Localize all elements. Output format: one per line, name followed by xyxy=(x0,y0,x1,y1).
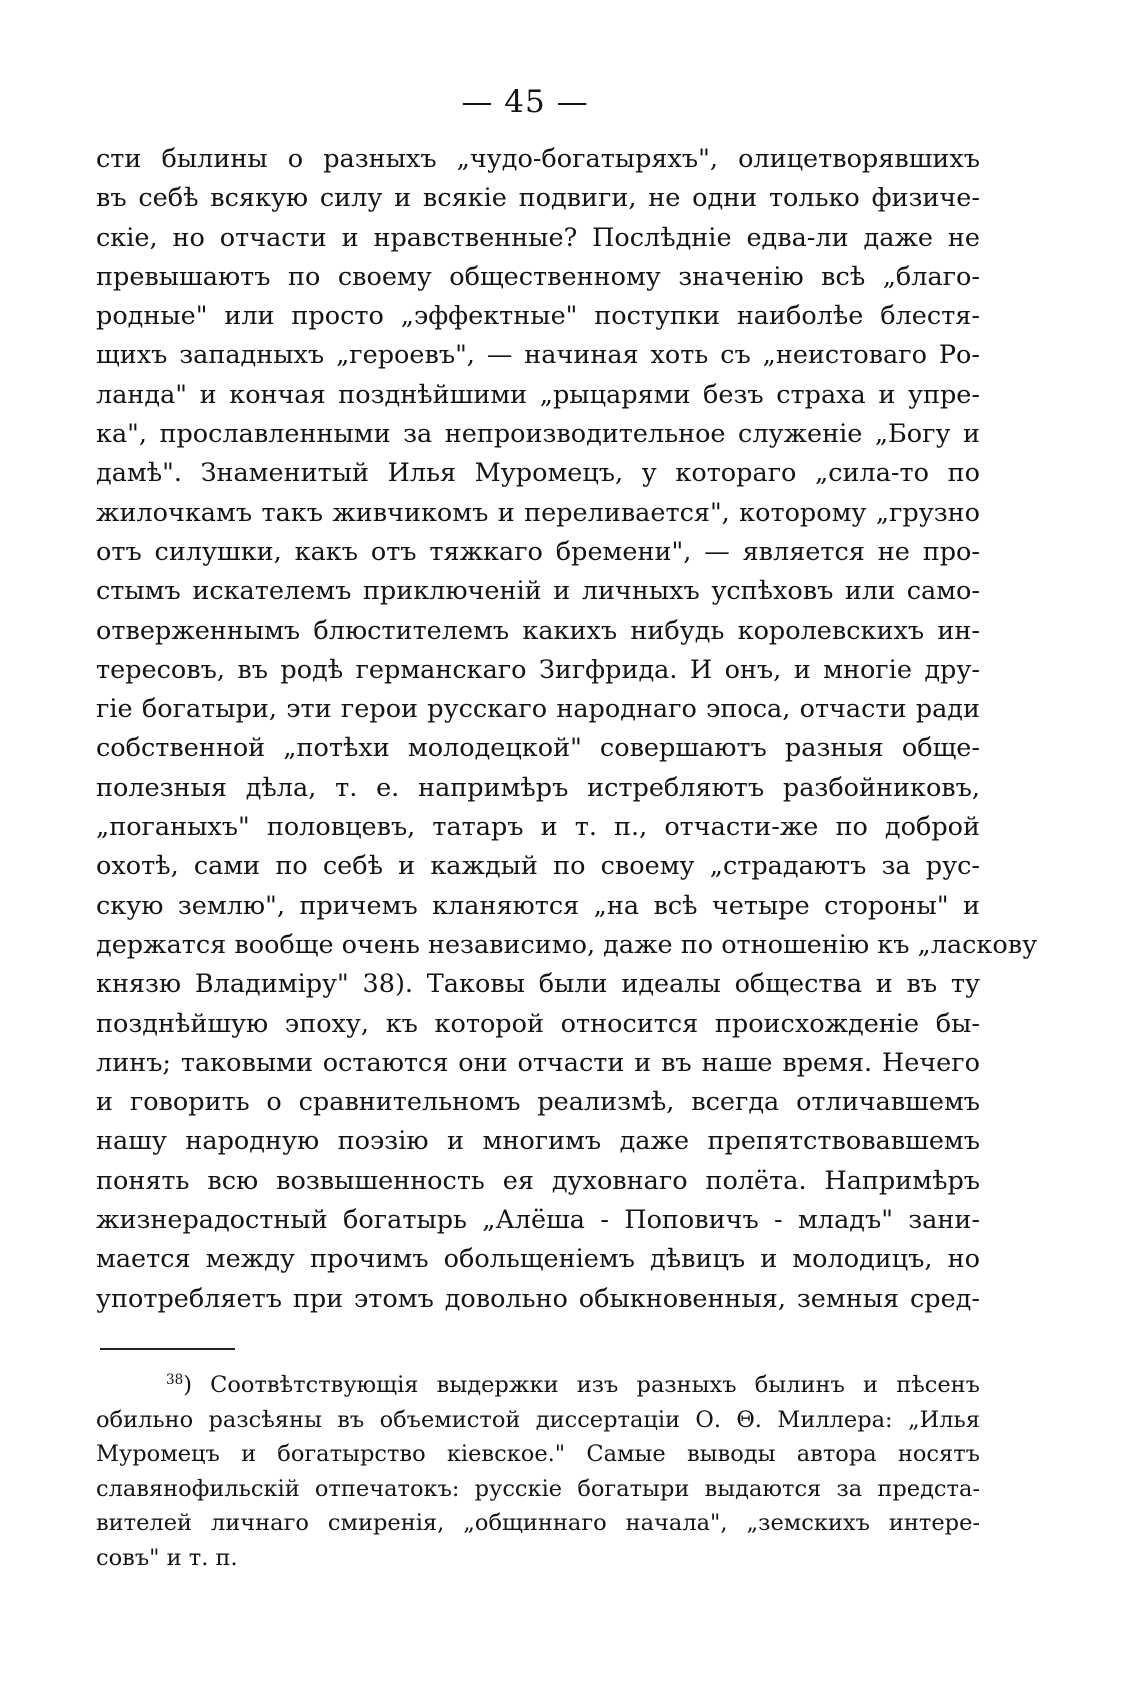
footnote-line: вителей личнаго смиренія, „общиннаго начала", „земскихъ интере- xyxy=(96,1510,980,1537)
text-line: скіе, но отчасти и нравственные? Послѣдніе едва-ли даже не xyxy=(96,222,980,253)
text-line: превышаютъ по своему общественному значенію всѣ „благо- xyxy=(96,261,980,292)
text-line: нашу народную поэзію и многимъ даже препятствовавшемъ xyxy=(96,1126,980,1157)
text-line: охотѣ, сами по себѣ и каждый по своему „страдаютъ за рус- xyxy=(96,851,980,882)
footnote-line: совъ" и т. п. xyxy=(96,1544,238,1571)
text-line: употребляетъ при этомъ довольно обыкновенныя, земныя сред- xyxy=(96,1283,980,1314)
footnote xyxy=(96,1368,980,1576)
footnote-line: обильно разсѣяны въ объемистой диссертаціи О. Θ. Миллера: „Илья xyxy=(96,1406,980,1433)
footnote-line xyxy=(96,1368,980,1403)
page-number: — 45 — xyxy=(461,84,589,120)
footnote-line: Муромецъ и богатырство кіевское." Самые выводы автора носятъ xyxy=(96,1441,980,1468)
text-line: отъ силушки, какъ отъ тяжкаго бремени", — является не про- xyxy=(96,536,980,567)
text-line: щихъ западныхъ „героевъ", — начиная хоть съ „неистоваго Ро- xyxy=(96,340,980,371)
footnote-divider xyxy=(100,1348,235,1350)
text-line: полезныя дѣла, т. е. напримѣръ истребляютъ разбойниковъ, xyxy=(96,772,980,803)
text-line: дамѣ". Знаменитый Илья Муромецъ, у котораго „сила-то по xyxy=(96,458,980,489)
text-line: скую землю", причемъ кланяются „на всѣ четыре стороны" и xyxy=(96,890,980,921)
main-text xyxy=(96,140,1038,1319)
text-line: собственной „потѣхи молодецкой" совершаютъ разныя обще- xyxy=(96,733,980,764)
text-line: тересовъ, въ родѣ германскаго Зигфрида. И онъ, и многіе дру- xyxy=(96,654,980,685)
text-line: жизнерадостный богатырь „Алёша - Поповичъ - младъ" зани- xyxy=(96,1205,980,1236)
text-line: сти былины о разныхъ „чудо-богатыряхъ", олицетворявшихъ xyxy=(96,144,980,174)
text-line: въ себѣ всякую силу и всякіе подвиги, не одни только физиче- xyxy=(96,183,980,214)
text-line: понять всю возвышенность ея духовнаго полёта. Напримѣръ xyxy=(96,1165,980,1196)
text-line: ка", прославленными за непроизводительное служеніе „Богу и xyxy=(96,419,980,450)
text-line: ланда" и кончая позднѣйшими „рыцарями безъ страха и упре- xyxy=(96,379,980,410)
text-line: князю Владиміру" 38). Таковы были идеалы общества и въ ту xyxy=(96,969,980,1000)
footnote-marker: 38 xyxy=(166,1371,184,1388)
text-line: родные" или просто „эффектные" поступки наиболѣе блестя- xyxy=(96,301,980,332)
text-line: гіе богатыри, эти герои русскаго народнаго эпоса, отчасти ради xyxy=(96,694,980,725)
text-line: линъ; таковыми остаются они отчасти и въ наше время. Нечего xyxy=(96,1047,980,1078)
text-line: „поганыхъ" половцевъ, татаръ и т. п., отчасти-же по доброй xyxy=(96,812,980,843)
text-line: жилочкамъ такъ живчикомъ и переливается", которому „грузно xyxy=(96,497,980,528)
text-line: мается между прочимъ обольщеніемъ дѣвицъ и молодицъ, но xyxy=(96,1244,980,1275)
text-line: и говорить о сравнительномъ реализмѣ, всегда отличавшемъ xyxy=(96,1087,980,1118)
footnote-line: славянофильскій отпечатокъ: русскіе богатыри выдаются за предста- xyxy=(96,1475,980,1502)
text-line: отверженнымъ блюстителемъ какихъ нибудь королевскихъ ин- xyxy=(96,615,980,646)
text-line: стымъ искателемъ приключеній и личныхъ успѣховъ или само- xyxy=(96,576,980,607)
footnote-line-text: ) Соотвѣтствующія выдержки изъ разныхъ былинъ и пѣсенъ xyxy=(183,1372,980,1398)
text-line: позднѣйшую эпоху, къ которой относится происхожденіе бы- xyxy=(96,1008,980,1039)
text-line: держатся вообще очень независимо, даже по отношенію къ „ласкову xyxy=(96,929,1038,960)
